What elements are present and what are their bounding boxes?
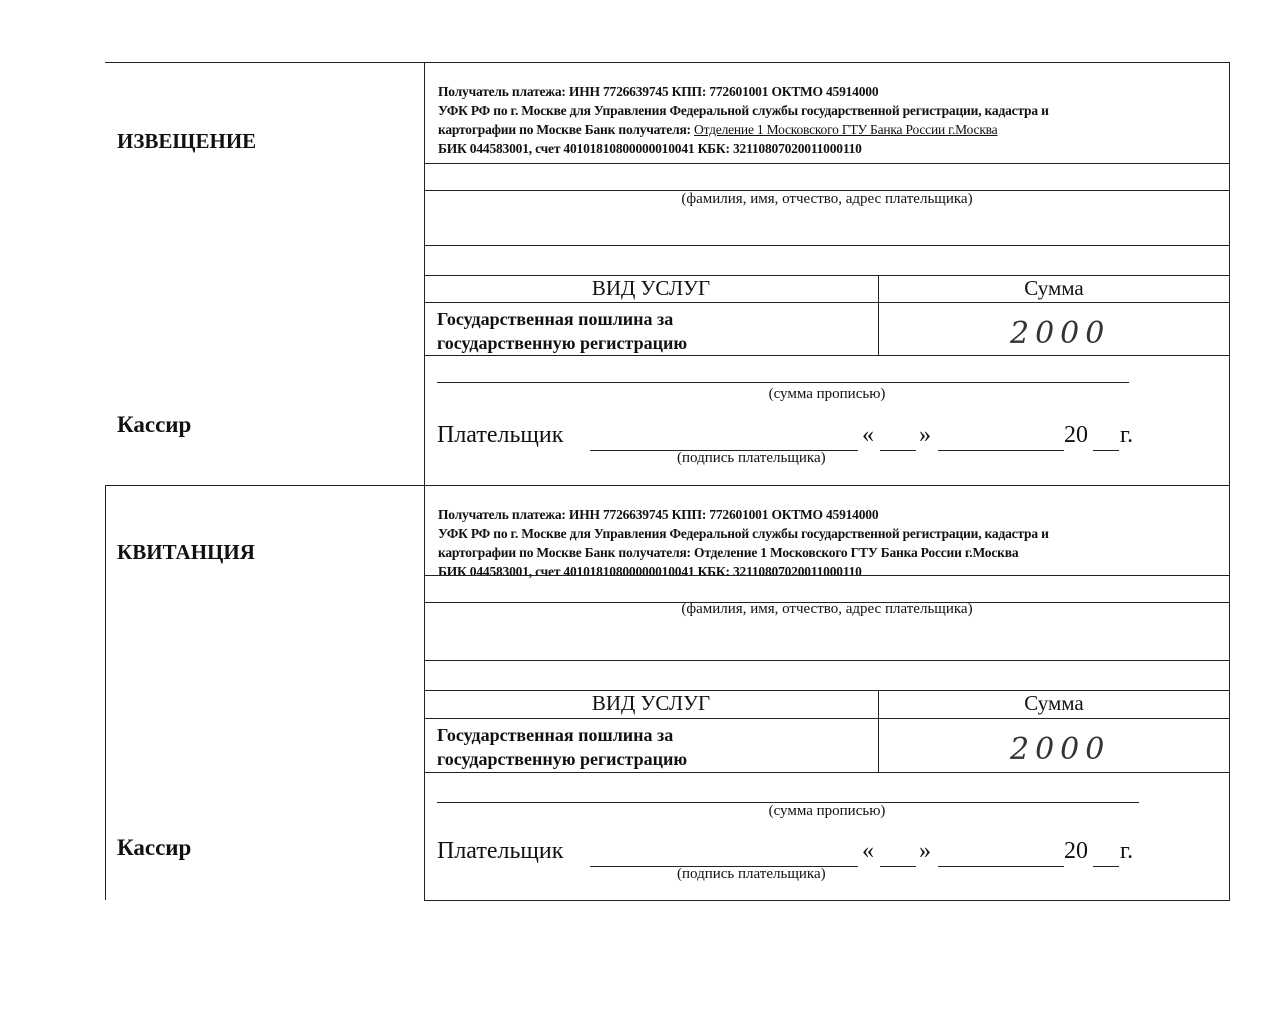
sum-in-words-line (437, 382, 1129, 383)
row-line (424, 245, 1230, 246)
date-close-quote: » (919, 422, 931, 448)
month-line (938, 450, 1064, 451)
payer-name-caption: (фамилия, имя, отчество, адрес плательщика) (681, 191, 973, 207)
recipient-line: УФК РФ по г. Москве для Управления Федеральной службы государственной регистрации, кадастра и (438, 526, 1049, 541)
date-open-quote: « (862, 422, 874, 448)
section-divider (105, 485, 1230, 486)
recipient-details (438, 82, 1228, 158)
sum-column-header: Сумма (1024, 276, 1084, 300)
row-line (424, 772, 1230, 773)
form-title: КВИТАНЦИЯ (117, 540, 255, 564)
recipient-bank-label: картографии по Москве Банк получателя: (438, 122, 695, 137)
service-column-header: ВИД УСЛУГ (591, 691, 711, 715)
day-line (880, 450, 916, 451)
service-name: Государственная пошлина за государственную регистрацию (437, 309, 688, 353)
right-border (1229, 62, 1230, 900)
sum-in-words-caption: (сумма прописью) (768, 386, 886, 402)
bottom-border (424, 900, 1230, 901)
payer-label: Плательщик (437, 422, 564, 448)
cashier-label: Кассир (117, 412, 192, 437)
recipient-line: Получатель платежа: ИНН 7726639745 КПП: 772601001 ОКТМО 45914000 (438, 507, 879, 522)
date-close-quote: » (919, 838, 931, 864)
recipient-details (438, 505, 1228, 581)
signature-caption: (подпись плательщика) (677, 866, 826, 882)
signature-caption: (подпись плательщика) (677, 450, 826, 466)
top-border (105, 62, 1230, 63)
cashier-label: Кассир (117, 835, 192, 860)
form-title: ИЗВЕЩЕНИЕ (117, 129, 257, 153)
year-prefix: 20 (1064, 838, 1088, 864)
year-prefix: 20 (1064, 422, 1088, 448)
payer-name-caption: (фамилия, имя, отчество, адрес плательщика) (681, 601, 973, 617)
amount-handwritten: 2000 (1010, 316, 1111, 351)
row-line (424, 718, 1230, 719)
row-line (424, 355, 1230, 356)
day-line (880, 866, 916, 867)
payer-label: Плательщик (437, 838, 564, 864)
recipient-line: Получатель платежа: ИНН 7726639745 КПП: 772601001 ОКТМО 45914000 (438, 84, 879, 99)
row-line (424, 302, 1230, 303)
year-suffix: г. (1120, 838, 1134, 864)
left-border-lower (105, 485, 106, 900)
recipient-line: БИК 044583001, счет 40101810800000010041 КБК: 32110807020011000110 (438, 564, 862, 579)
recipient-bank-name: Отделение 1 Московского ГТУ Банка России г.Москва (694, 545, 1019, 560)
recipient-line (438, 120, 1228, 139)
month-line (938, 866, 1064, 867)
amount-handwritten: 2000 (1010, 732, 1111, 767)
column-divider (424, 62, 425, 900)
year-suffix: г. (1120, 422, 1134, 448)
sum-column-header: Сумма (1024, 691, 1084, 715)
year-line (1093, 450, 1119, 451)
recipient-bank-label: картографии по Москве Банк получателя: (438, 545, 695, 560)
sum-in-words-caption: (сумма прописью) (768, 803, 886, 819)
recipient-line (438, 543, 1228, 562)
date-open-quote: « (862, 838, 874, 864)
service-column-header: ВИД УСЛУГ (591, 276, 711, 300)
recipient-line: УФК РФ по г. Москве для Управления Федеральной службы государственной регистрации, кадастра и (438, 103, 1049, 118)
row-line (424, 163, 1230, 164)
recipient-line: БИК 044583001, счет 40101810800000010041 КБК: 32110807020011000110 (438, 141, 862, 156)
row-line (424, 575, 1230, 576)
row-line (424, 660, 1230, 661)
service-name: Государственная пошлина за государственную регистрацию (437, 725, 688, 769)
year-line (1093, 866, 1119, 867)
recipient-bank-name: Отделение 1 Московского ГТУ Банка России г.Москва (694, 122, 998, 137)
